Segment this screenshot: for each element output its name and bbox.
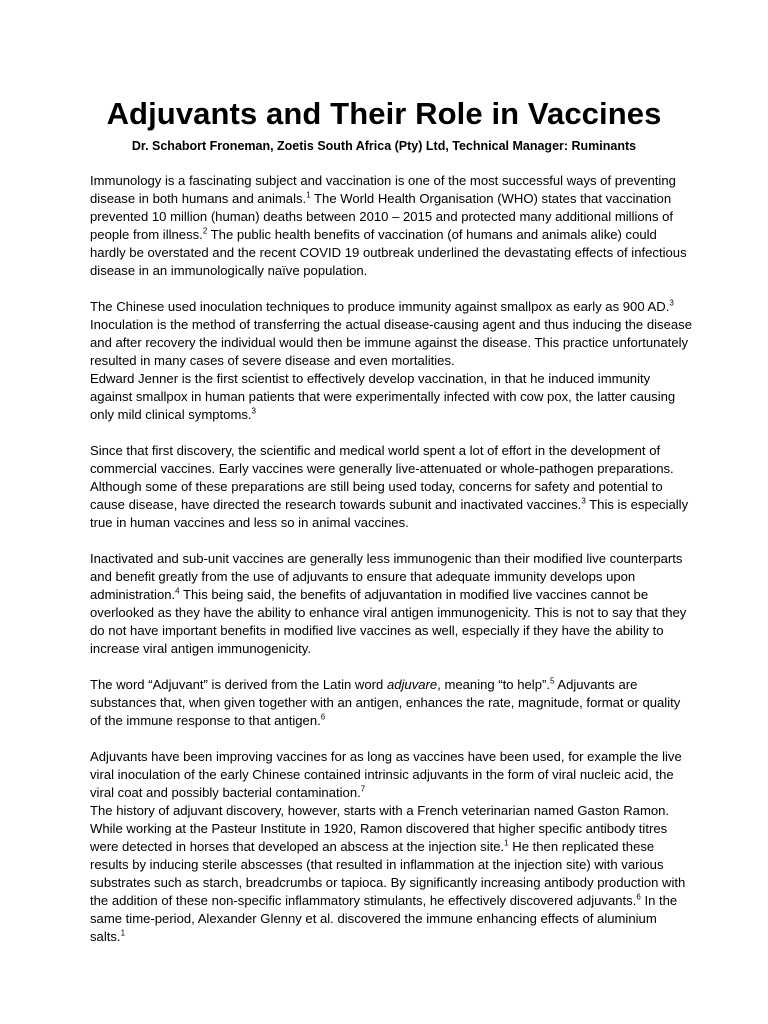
citation-superscript: 3 bbox=[669, 298, 674, 308]
text-line bbox=[90, 838, 690, 856]
text-line bbox=[90, 514, 690, 532]
text-line bbox=[90, 784, 690, 802]
text-line bbox=[90, 892, 690, 910]
paragraph bbox=[90, 748, 690, 946]
text-line bbox=[90, 262, 690, 280]
text-run: While working at the Pasteur Institute in 1920, Ramon discovered that higher specific antibody titres bbox=[90, 821, 668, 836]
text-run: viral inoculation of the early Chinese contained intrinsic adjuvants in the form of viral nucleic acid, the bbox=[90, 767, 674, 782]
text-line bbox=[90, 568, 690, 586]
text-run: The public health benefits of vaccination (of humans and animals alike) could bbox=[207, 227, 657, 242]
text-line bbox=[90, 550, 690, 568]
text-run: prevented 10 million (human) deaths between 2010 – 2015 and protected many additional millions of bbox=[90, 209, 674, 224]
text-run: true in human vaccines and less so in animal vaccines. bbox=[90, 515, 409, 530]
text-line bbox=[90, 856, 690, 874]
text-run: The word “Adjuvant” is derived from the Latin word bbox=[90, 677, 387, 692]
text-run: against smallpox in human patients that were experimentally infected with cow pox, the latter causing bbox=[90, 389, 676, 404]
text-line bbox=[90, 172, 690, 190]
citation-superscript: 7 bbox=[360, 784, 366, 794]
text-run: substances that, when given together with an antigen, enhances the rate, magnitude, format or quality bbox=[90, 695, 681, 710]
text-line bbox=[90, 244, 690, 262]
citation-superscript: 2 bbox=[202, 226, 208, 236]
text-line bbox=[90, 352, 690, 370]
text-run: hardly be overstated and the recent COVID 19 outbreak underlined the devastating effects of infectious bbox=[90, 245, 687, 260]
text-run: Immunology is a fascinating subject and vaccination is one of the most successful ways of preventing bbox=[90, 173, 676, 188]
text-line bbox=[90, 298, 690, 316]
text-run: , meaning “to help”. bbox=[437, 677, 550, 692]
text-line bbox=[90, 478, 690, 496]
text-line bbox=[90, 334, 690, 352]
text-run: He then replicated these bbox=[508, 839, 655, 854]
text-run: of the immune response to that antigen. bbox=[90, 713, 321, 728]
citation-superscript: 6 bbox=[320, 712, 326, 722]
text-run: cause disease, have directed the research towards subunit and inactivated vaccines. bbox=[90, 497, 582, 512]
text-line bbox=[90, 586, 690, 604]
citation-superscript: 1 bbox=[306, 190, 311, 200]
text-run: This is especially bbox=[585, 497, 689, 512]
text-line bbox=[90, 694, 690, 712]
text-run: and after recovery the individual would then be immune against the disease. This practice unfortunately bbox=[90, 335, 689, 350]
text-run: increase viral antigen immunogenicity. bbox=[90, 641, 312, 656]
paragraph-gap bbox=[90, 730, 690, 748]
paragraph-gap bbox=[90, 280, 690, 298]
text-run: viral coat and possibly bacterial contamination. bbox=[90, 785, 361, 800]
text-line bbox=[90, 712, 690, 730]
text-line bbox=[90, 388, 690, 406]
citation-superscript: 4 bbox=[175, 586, 180, 596]
italic-term: adjuvare bbox=[386, 677, 438, 692]
text-run: results by inducing sterile abscesses (that resulted in inflammation at the injection site) with various bbox=[90, 857, 664, 872]
document-title: Adjuvants and Their Role in Vaccines bbox=[106, 96, 662, 131]
text-run: overlooked as they have the ability to enhance viral antigen immunogenicity. This is not to say that they bbox=[90, 605, 687, 620]
text-line bbox=[90, 802, 690, 820]
text-line bbox=[90, 496, 690, 514]
text-run: only mild clinical symptoms. bbox=[90, 407, 252, 422]
citation-superscript: 6 bbox=[636, 892, 641, 902]
author-line: Dr. Schabort Froneman, Zoetis South Africa (Pty) Ltd, Technical Manager: Ruminants bbox=[131, 139, 637, 153]
text-run: substrates such as starch, breadcrumbs or tapioca. By significantly increasing antibody production with bbox=[90, 875, 686, 890]
text-run: Edward Jenner is the first scientist to effectively develop vaccination, in that he induced immunity bbox=[90, 371, 651, 386]
text-line bbox=[90, 640, 690, 658]
paragraph-gap bbox=[90, 532, 690, 550]
text-run: Inoculation is the method of transferring the actual disease-causing agent and thus inducing the disease bbox=[90, 317, 692, 332]
text-run: the addition of these non-specific inflammatory stimulants, he effectively discovered adjuvants. bbox=[90, 893, 637, 908]
paragraph bbox=[90, 442, 690, 532]
text-run: commercial vaccines. Early vaccines were generally live-attenuated or whole-pathogen preparations. bbox=[90, 461, 674, 476]
text-line bbox=[90, 406, 690, 424]
paragraph bbox=[90, 298, 690, 424]
text-line bbox=[90, 316, 690, 334]
text-line bbox=[90, 604, 690, 622]
citation-superscript: 3 bbox=[251, 406, 256, 416]
citation-superscript: 1 bbox=[120, 928, 126, 938]
text-line bbox=[90, 928, 690, 946]
text-run: In the bbox=[640, 893, 678, 908]
paragraph-gap bbox=[90, 424, 690, 442]
text-run: This being said, the benefits of adjuvantation in modified live vaccines cannot be bbox=[179, 587, 649, 602]
text-run: Although some of these preparations are still being used today, concerns for safety and potential to bbox=[90, 479, 663, 494]
text-run: salts. bbox=[90, 929, 121, 944]
text-line bbox=[90, 226, 690, 244]
paragraph bbox=[90, 550, 690, 658]
text-run: The Chinese used inoculation techniques to produce immunity against smallpox as early as 900 AD. bbox=[90, 299, 670, 314]
text-line bbox=[90, 676, 690, 694]
text-line bbox=[90, 766, 690, 784]
paragraph bbox=[90, 172, 690, 280]
text-run: Since that first discovery, the scientific and medical world spent a lot of effort in the development of bbox=[90, 443, 661, 458]
text-line bbox=[90, 208, 690, 226]
text-line bbox=[90, 622, 690, 640]
text-run: disease in an immunologically naïve population. bbox=[90, 263, 368, 278]
text-line bbox=[90, 370, 690, 388]
text-line bbox=[90, 910, 690, 928]
text-run: administration. bbox=[90, 587, 176, 602]
text-run: same time-period, Alexander Glenny et al. discovered the immune enhancing effects of aluminium bbox=[90, 911, 657, 926]
text-run: The World Health Organisation (WHO) states that vaccination bbox=[310, 191, 672, 206]
text-line bbox=[90, 874, 690, 892]
paragraph bbox=[90, 676, 690, 730]
document-body bbox=[90, 172, 690, 946]
text-run: The history of adjuvant discovery, however, starts with a French veterinarian named Gaston Ramon. bbox=[90, 803, 670, 818]
text-run: Inactivated and sub-unit vaccines are generally less immunogenic than their modified live counterparts bbox=[90, 551, 683, 566]
citation-superscript: 1 bbox=[504, 838, 509, 848]
text-run: Adjuvants are bbox=[554, 677, 638, 692]
text-run: were detected in horses that developed an abscess at the injection site. bbox=[90, 839, 505, 854]
text-run: resulted in many cases of severe disease and even mortalities. bbox=[90, 353, 455, 368]
text-line bbox=[90, 820, 690, 838]
citation-superscript: 5 bbox=[549, 676, 555, 686]
text-line bbox=[90, 460, 690, 478]
text-run: do not have important benefits in modified live vaccines as well, especially if they have the ability to bbox=[90, 623, 664, 638]
text-run: Adjuvants have been improving vaccines for as long as vaccines have been used, for example the live bbox=[90, 749, 682, 764]
text-run: disease in both humans and animals. bbox=[90, 191, 307, 206]
text-run: people from illness. bbox=[90, 227, 203, 242]
text-line bbox=[90, 748, 690, 766]
text-line bbox=[90, 190, 690, 208]
paragraph-gap bbox=[90, 658, 690, 676]
citation-superscript: 3 bbox=[581, 496, 586, 506]
text-line bbox=[90, 442, 690, 460]
text-run: and benefit greatly from the use of adjuvants to ensure that adequate immunity develops upon bbox=[90, 569, 636, 584]
